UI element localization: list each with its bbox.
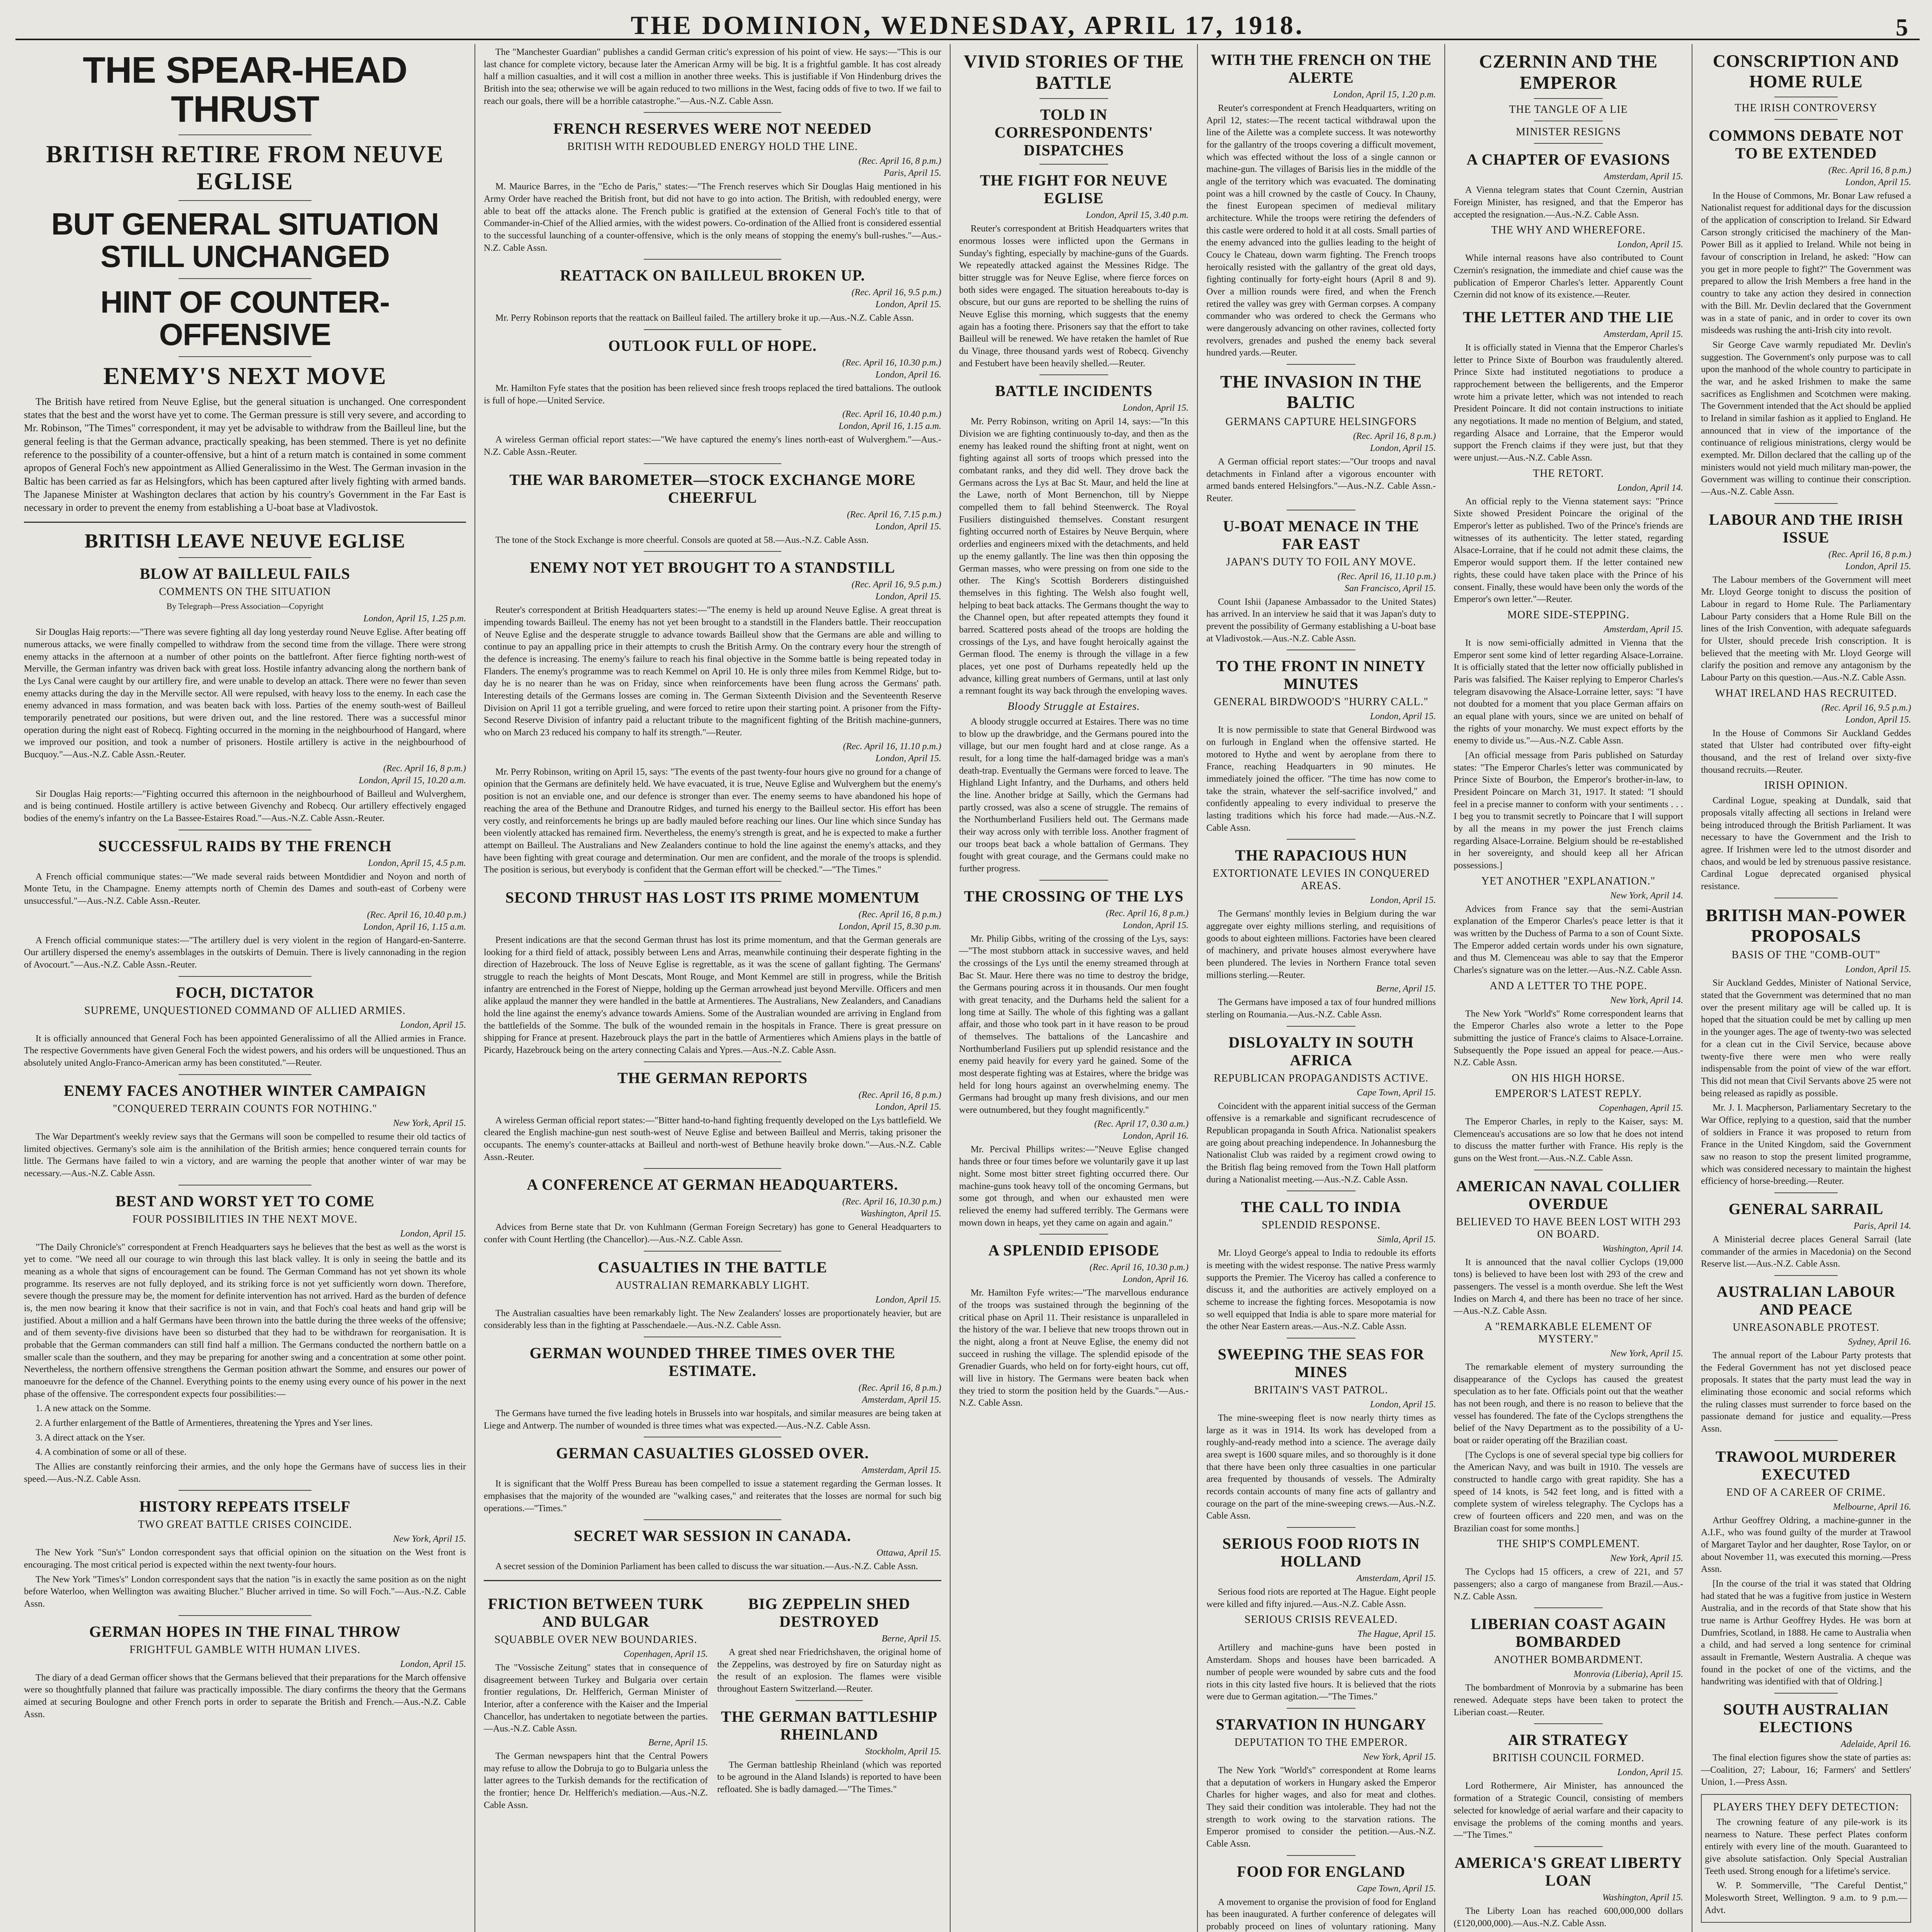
article-text: The German battleship Rheinland (which was reported to be aground in the Aland Islands) is reported to have been refloated. She is badly damaged.—"The Times.": [717, 1760, 941, 1795]
heading-german-hopes: GERMAN HOPES IN THE FINAL THROW: [89, 1622, 401, 1640]
list-item: 4. A combination of some or all of these.: [36, 1447, 187, 1458]
article-text: The "Vossische Zeitung" states that in consequence of disagreement between Turkey and Bulgaria over certain frontier regulations, Dr. Helfferich, German Minister of Interior, after a conference with the Kaiser and the Imperial Chancellor, has undertaken to negotiate between the parties.—Aus.-N.Z. Cable Assn.: [484, 1662, 708, 1734]
heading-liberty-loan: AMERICA'S GREAT LIBERTY LOAN: [1454, 1854, 1682, 1889]
dateline: (Rec. April 16, 8 p.m.): [1828, 549, 1911, 560]
dateline: Paris, April 14.: [1854, 1221, 1911, 1231]
dateline: Washington, April 15.: [860, 1209, 941, 1219]
heading-second-thrust: SECOND THRUST HAS LOST ITS PRIME MOMENTUM: [505, 888, 920, 906]
article-text: The Emperor Charles, in reply to the Kaiser, says: M. Clemenceau's accusations are so low that he does not intend to discuss the matter further with France. His reply is the guns on the West front.—Aus.-N.Z. Cable Assn.: [1454, 1117, 1683, 1164]
article-text: Sir Douglas Haig reports:—"Fighting occurred this afternoon in the neighbourhood of Bailleul and Wulverghem, and is being continued. Hostile artillery is active between Givenchy and Robecq. Our artillery effectively engaged bodies of the enemy's infantry on the La Bassee-Estaires Road."—Aus.-N.Z. Cable Assn.-Reuter.: [24, 789, 466, 824]
dateline: Berne, April 15.: [881, 1633, 941, 1644]
article-text: The mine-sweeping fleet is now nearly thirty times as large as it was in 1914. Its work has developed from a roughly-and-ready method into a science. The average daily area swept is 1600 square miles, and so thoroughly is it done that there have been only three casualties in one particular area frequented by thousands of vessels. The Admiralty records contain accounts of many fine acts of gallantry and courage on the part of the mine-sweeping crews.—Aus.-N.Z. Cable Assn.: [1206, 1413, 1436, 1521]
heading-food-riots: SERIOUS FOOD RIOTS IN HOLLAND: [1222, 1535, 1420, 1570]
dateline: (Rec. April 16, 9.5 p.m.): [851, 287, 941, 298]
dateline: Amsterdam, April 15.: [862, 1395, 941, 1405]
heading-sarrail: GENERAL SARRAIL: [1728, 1200, 1884, 1218]
dateline: London, April 15.: [875, 592, 941, 602]
dateline: Adelaide, April 16.: [1840, 1739, 1911, 1750]
dateline: London, April 15, 8.30 p.m.: [838, 921, 941, 932]
article-text: The annual report of the Labour Party protests that the Federal Government has not yet disclosed peace proposals. It states that the party must lead the way in eliminating those economic and social reforms which the ruling classes must surrender to force based on the passionate demand for justice and equality.—Press Assn.: [1701, 1350, 1911, 1434]
article-text: It is officially announced that General Foch has been appointed Generalissimo of all the Allied armies in France. The respective Governments have given General Foch the widest powers, and his orders will be unquestioned. Thus an absolutely united Anglo-Franco-American army has been constituted."—Reuter.: [24, 1033, 466, 1068]
dateline: London, April 15.: [400, 1659, 466, 1669]
heading-air-strategy: AIR STRATEGY: [1508, 1731, 1629, 1749]
article-text: The diary of a dead German officer shows that the Germans believed that their preparations for the March offensive were so thoughtfully planned that failure was practically impossible. The diary confirms the theory that the Germans aimed at securing Boulogne and other French ports in order to separate the British and French.—Aus.-N.Z. Cable Assn.: [24, 1672, 466, 1719]
dateline: Monrovia (Liberia), April 15.: [1573, 1669, 1683, 1680]
dateline: Copenhagen, April 15.: [623, 1649, 708, 1659]
column-6: [1692, 44, 1920, 1932]
heading-man-power: BRITISH MAN-POWER PROPOSALS: [1706, 905, 1906, 946]
dateline: London, April 15.: [400, 1228, 466, 1239]
headline-general-situation: BUT GENERAL SITUATION STILL UNCHANGED: [51, 207, 439, 274]
article-text: The Germans' monthly levies in Belgium during the war aggregate over eighty millions sterling, and requisitions of goods to about eighteen millions. Factories have been cleared of machinery, and private houses almost everywhere have been plundered. The levies in Northern France total seven millions sterling.—Reuter.: [1206, 909, 1436, 980]
article-text: Reuter's correspondent at British Headquarters states:—"The enemy is held up around Neuve Eglise. A great threat is impending towards Bailleul. The enemy has not yet been brought to a standstill in the Flanders battle. Their reoccupation of Neuve Eglise and the desperate struggle to advance towards Bailleul show that the Germans are able and willing to continue to pay an appalling price in their attempts to crush the British Army. On the contrary every hour the strength of the defence is increasing. The enemy's failure to reach his final objective in the Somme battle is being repeated today in Flanders. The enemy's programme was to reach Kemmel on April 10. He is only three miles from Kemmel Ridge, but to-day he is no nearer than he was on Friday, since when reinforcements have been flung across the Germans' path. Interesting details of the Germans losses are coming in. The German Sixteenth Division and the Seventeenth Reserve Division on April 11 got a terrible grueling, and were forced to retire upon their starting point. A prisoner from the Fifty-Second Reserve Division of infantry paid a reluctant tribute to the magnificent fighting of the British machine-gunners, who on March 23 reduced his company to half its strength."—Reuter.: [484, 605, 941, 738]
article-text: A wireless German official report states:—"We have captured the enemy's lines north-east of Wulverghem."—Aus.-N.Z. Cable Assn.-Reuter.: [484, 435, 941, 457]
dateline: Amsterdam, April 15.: [1356, 1573, 1436, 1584]
dateline: Cape Town, April 15.: [1357, 1087, 1436, 1098]
subheading: TWO GREAT BATTLE CRISES COINCIDE.: [138, 1519, 352, 1531]
dateline: Stockholm, April 15.: [865, 1746, 941, 1757]
article-text: Reuter's correspondent at French Headquarters, writing on April 12, states:—The recent tactical withdrawal upon the line of the Ailette was a complete success. It was noteworthy for the gallantry of the troops covering a difficult movement, which was effected without the loss of a single cannon or machine-gun. The villages of Barisis lies in the middle of the angle of the territory which was evacuated. The dominating point was a hill crowned by the castle of Coucy. In Chauny, the finest European specimen of medieval military architecture. While the troops were retiring the defenders of this castle were ordered to hold it at all costs. Small parties of the enemy advanced into the gullies leading to the height of Coucy le Chateau, down warm fighting. The French troops heroically resisted with the gallantry of the great old days, fighting continually for forty-eight hours (April 8 and 9). Over a million rounds were fired, and when the French retired the valley was grey with German corpses. A company commander who was ordered to check the Germans who were dangerously advancing on other ravines, collected forty revolvers, grenades and pushed the enemy back several hundred yards.—Reuter.: [1206, 103, 1436, 358]
dateline: London, April 15, 3.40 p.m.: [1086, 210, 1189, 221]
heading-secret-session: SECRET WAR SESSION IN CANADA.: [574, 1527, 851, 1545]
dateline: Amsterdam, April 15.: [862, 1465, 941, 1476]
article-text: The New York "Sun's" London correspondent says that official opinion on the situation on the West front is encouraging. The most critical period is expected within the next twenty-four hours.: [24, 1548, 466, 1570]
dateline: Amsterdam, April 15.: [1604, 624, 1683, 634]
article-text: It is now permissible to state that General Birdwood was on furlough in England when the offensive started. He motored to Hythe and went by aeroplane from there to France, reaching Headquarters in 90 minutes. He immediately joined the officer. "The time has now come to take the strain, whatever the self-sacrifice involved," and confidently appealing to every individual to preserve the lasting traditions which his force had made.—Aus.-N.Z. Cable Assn.: [1206, 725, 1436, 833]
byline: By Telegraph—Press Association—Copyright: [166, 601, 324, 611]
heading-conference: A CONFERENCE AT GERMAN HEADQUARTERS.: [527, 1176, 898, 1194]
dateline: Ottawa, April 15.: [876, 1548, 941, 1558]
heading-german-wounded: GERMAN WOUNDED THREE TIMES OVER THE ESTIMATE.: [529, 1344, 896, 1379]
dateline: (Rec. April 16, 8 p.m.): [1828, 165, 1911, 175]
subheading: DEPUTATION TO THE EMPEROR.: [1234, 1736, 1408, 1748]
subheading: AND A LETTER TO THE POPE.: [1490, 980, 1647, 992]
heading-labour-irish: LABOUR AND THE IRISH ISSUE: [1709, 510, 1903, 546]
article-text: [In the course of the trial it was stated that Oldring had stated that he was a fugitive from justice in Western Australia, and in the records of that State show that his true name is Arthur Geoffrey Hydes. He was born at Dumfries, Scotland, in 1888. He came to Australia when a child, and had served a long sentence for criminal assault in Fremantle, Western Australia. A cheque was found in the pocket of one of the victims, and the handwriting was identified with that of Oldring.]: [1701, 1578, 1911, 1687]
article-text: Artillery and machine-guns have been posted in Amsterdam. Shops and houses have been barricaded. A number of people were wounded by sabre cuts and the food riots in this city lasted five hours. It is believed that the riots were due to German agitation.—"The Times.": [1206, 1643, 1436, 1702]
dateline: London, April 16, 1.15 a.m.: [838, 421, 941, 432]
subheading: BASIS OF THE "COMB-OUT": [1731, 949, 1881, 961]
heading-comments: COMMENTS ON THE SITUATION: [159, 586, 331, 598]
heading-u-boat: U-BOAT MENACE IN THE FAR EAST: [1223, 517, 1419, 553]
subheading: END OF A CAREER OF CRIME.: [1726, 1486, 1886, 1498]
article-text: Sir Douglas Haig reports:—"There was severe fighting all day long yesterday round Neuve Eglise. After beating off numerous attacks, we were finally compelled to withdraw from the second time from the village. There were strong enemy attacks in the afternoon at a number of other points on the battlefront. After fierce fighting north-west of Merville, the German infantry was driven back with great loss. Hostile infantry advancing along the northern bank of the Lys Canal were caught by our artillery fire, and were unable to develop an attack. There were no fewer than seven enemy attacks during the day in the Merville sector. All were repulsed, with heavy loss to the enemy. In each case the enemy advanced in mass formation, and was beaten back with loss. Parties of the enemy south-west of Bailleul temporarily penetrated our positions, but were driven out, and the line restored. There was a successful minor operation during the night east of Robecq. Fighting occurred in the morning in the neighbourhood of Hangard, where we improved our position, and took a number of prisoners. Hostile artillery is active in the neighbourhood of Bucquoy."—Aus.-N.Z. Cable Assn.-Reuter.: [24, 627, 466, 760]
article-text: Coincident with the apparent initial success of the German offensive is a remarkable and significant recrudescence of Republican propaganda in South Africa. Nationalist speakers are going about preaching independence. In Johannesburg the Nationalist Club was raided by a regiment crowd owing to the British flag being removed from the Town Hall platform during a Nationalist meeting.—Aus.-N.Z. Cable Assn.: [1206, 1101, 1436, 1185]
dateline: (Rec. April 17, 0.30 a.m.): [1094, 1119, 1189, 1129]
article-text: The final election figures show the state of parties as:—Coalition, 27; Labour, 16; Farmers' and Settlers' Union, 1.—Press Assn.: [1701, 1753, 1911, 1787]
dateline: London, April 16.: [1122, 1131, 1189, 1141]
bottom-two-column: [484, 1588, 941, 1814]
article-text: In the House of Commons Sir Auckland Geddes stated that Ulster had contributed over fifty-eight thousand, and the rest of Ireland over sixty-five thousand recruits.—Reuter.: [1701, 728, 1911, 775]
dateline: London, April 15.: [1370, 443, 1436, 453]
heading-sa-elections: SOUTH AUSTRALIAN ELECTIONS: [1723, 1701, 1889, 1736]
masthead: [15, 12, 1920, 40]
dateline: Copenhagen, April 15.: [1599, 1103, 1683, 1113]
heading-conscription: CONSCRIPTION AND HOME RULE: [1713, 51, 1900, 91]
dateline: New York, April 15.: [1363, 1752, 1436, 1762]
subheading: WHAT IRELAND HAS RECRUITED.: [1715, 687, 1897, 699]
heading-french-reserves: FRENCH RESERVES WERE NOT NEEDED: [553, 120, 872, 138]
article-text: The German newspapers hint that the Central Powers may refuse to allow the Dobruja to go to Bulgaria unless the latter agrees to the Turkish demands for the rectification of the frontier; hence Dr. Helfferich's mediation.—Aus.-N.Z. Cable Assn.: [484, 1751, 708, 1810]
dateline: (Rec. April 16, 9.5 p.m.): [851, 580, 941, 590]
heading-french-raids: SUCCESSFUL RAIDS BY THE FRENCH: [98, 837, 392, 855]
dateline: London, April 15, 4.5 p.m.: [368, 858, 466, 868]
article-text: Sir George Cave warmly repudiated Mr. Devlin's suggestion. The Government's only purpose was to call upon the manhood of the whole country to participate in the war, and he asked Irishmen to make the same sacrifices as Englishmen and Scotchmen were making. The Government intended that the Act should be applied to Ireland in similar fashion as it applied to England. He announced that in view of the importance of the continuance of religious ministrations, clergy would be exempted. Mr. Dillon declared that the calling up of the ministers would not yield much military man-power, the Government was willing to continue their conscription.—Aus.-N.Z. Cable Assn.: [1701, 340, 1911, 497]
zeppelin-article: [717, 1588, 941, 1814]
heading-disloyalty: DISLOYALTY IN SOUTH AFRICA: [1228, 1033, 1414, 1069]
dateline: London, April 16, 1.15 a.m.: [363, 922, 466, 932]
heading-starvation: STARVATION IN HUNGARY: [1216, 1715, 1427, 1733]
headline-enemy-next-move: ENEMY'S NEXT MOVE: [103, 362, 387, 390]
dateline: London, April 15.: [1370, 711, 1436, 722]
heading-foch-dictator: FOCH, DICTATOR: [175, 983, 315, 1001]
heading-crossing-lys: THE CROSSING OF THE LYS: [964, 887, 1184, 905]
dateline: London, April 15.: [1370, 1400, 1436, 1410]
dateline: (Rec. April 16, 10.40 p.m.): [842, 409, 941, 420]
subheading: MINISTER RESIGNS: [1516, 126, 1621, 138]
dateline: (Rec. April 16, 7.15 p.m.): [847, 509, 941, 520]
heading-fight-neuve-eglise: THE FIGHT FOR NEUVE EGLISE: [980, 172, 1168, 207]
dateline: Berne, April 15.: [648, 1738, 708, 1748]
dateline: London, April 16.: [1122, 1274, 1189, 1285]
subheading: Bloody Struggle at Estaires.: [1007, 700, 1140, 713]
article-text: A movement to organise the provision of food for England has been inaugurated. A further conference of delegates will probably proceed on lines of voluntary rationing. Many: [1206, 1897, 1436, 1932]
heading-british-leave: BRITISH LEAVE NEUVE EGLISE: [85, 530, 405, 552]
dateline: (Rec. April 16, 11.10 p.m.): [1337, 571, 1436, 582]
heading-call-india: THE CALL TO INDIA: [1241, 1198, 1401, 1216]
dateline: London, April 15, 1.25 p.m.: [363, 614, 466, 624]
dateline: Washington, April 15.: [1602, 1892, 1683, 1903]
heading-blow-bailleul: BLOW AT BAILLEUL FAILS: [139, 565, 350, 583]
masthead-title: THE DOMINION, WEDNESDAY, APRIL 17, 1918.: [631, 10, 1304, 40]
article-text: A French official communique states:—"The artillery duel is very violent in the region of Hangard-en-Santerre. Our artillery dispersed the enemy's assemblages in the outskirts of Demuin. There is lively cannonading in the region of Avocourt."—Aus.-N.Z. Cable Assn.-Reuter.: [24, 935, 466, 970]
dateline: London, April 15.: [875, 299, 941, 310]
article-text: The Germans have turned the five leading hotels in Brussels into war hospitals, and similar measures are being taken at Liege and Antwerp. The number of wounded is three times what was expected.—Aus.-N.Z. Cable Assn.: [484, 1408, 941, 1431]
article-text: Mr. Perry Robinson reports that the reattack on Bailleul failed. The artillery broke it up.—Aus.-N.Z. Cable Assn.: [495, 313, 914, 323]
dateline: Cape Town, April 15.: [1357, 1883, 1436, 1894]
article-text: The War Department's weekly review says that the Germans will soon be compelled to resume their old tactics of limited objectives. Germany's sole aim is the annihilation of the British armies; hence conquered terrain counts for little. The Germans have failed to win a victory, and are warning the people that another winter of war may be necessary.—Aus.-N.Z. Cable Assn.: [24, 1131, 466, 1179]
article-text: The Germans have imposed a tax of four hundred millions sterling on Roumania.—Aus.-N.Z. Cable Assn.: [1206, 997, 1436, 1020]
subheading: BRITISH WITH REDOUBLED ENERGY HOLD THE LINE.: [567, 141, 858, 153]
article-text: Mr. Lloyd George's appeal to India to redouble its efforts is meeting with the widest response. The native Press warmly supports the Premier. The Viceroy has called a conference to discuss it, and the authorities are actively employed on a scheme to increase the fighting forces. Mesopotamia is now so well equipped that India is able to spare more material for the other Near Eastern areas.—Aus.-N.Z. Cable Assn.: [1206, 1248, 1436, 1332]
article-text: Mr. Hamilton Fyfe states that the position has been relieved since fresh troops replaced the tired battalions. The outlook is full of hope.—United Service.: [484, 383, 941, 406]
subheading: THE WHY AND WHEREFORE.: [1491, 224, 1646, 236]
dateline: London, April 15.: [1845, 177, 1911, 187]
dentist-advertisement: [1701, 1794, 1911, 1923]
heading-history-repeats: HISTORY REPEATS ITSELF: [139, 1498, 351, 1515]
dateline: London, April 15, 10.20 a.m.: [359, 775, 466, 786]
article-text: A great shed near Friedrichshaven, the original home of the Zeppelins, was destroyed by fire on Saturday night as the result of an explosion. The flames were visible throughout Eastern Switzerland.—Reuter.: [717, 1647, 941, 1694]
dateline: Melbourne, April 16.: [1833, 1502, 1911, 1512]
article-text: The tone of the Stock Exchange is more cheerful. Consols are quoted at 58.—Aus.-N.Z. Cable Assn.: [495, 535, 869, 545]
heading-sweeping-seas: SWEEPING THE SEAS FOR MINES: [1218, 1345, 1425, 1381]
article-text: The Australian casualties have been remarkably light. The New Zealanders' losses are proportionately heavier, but are considerably less than in the fighting at Passchendaele.—Aus.-N.Z. Cable Assn.: [484, 1308, 941, 1331]
subheading: EMPEROR'S LATEST REPLY.: [1495, 1088, 1642, 1100]
subheading: JAPAN'S DUTY TO FOIL ANY MOVE.: [1226, 556, 1416, 568]
dateline: (Rec. April 16, 8 p.m.): [383, 763, 466, 774]
dateline: London, April 15.: [1617, 240, 1683, 250]
dateline: London, April 15.: [875, 753, 941, 764]
article-text: Advices from Berne state that Dr. von Kuhlmann (German Foreign Secretary) has gone to General Headquarters to confer with Count Hertling (the Chancellor).—Aus.-N.Z. Cable Assn.: [484, 1222, 941, 1245]
dateline: Washington, April 14.: [1602, 1243, 1683, 1254]
headline-counter-offensive: HINT OF COUNTER-OFFENSIVE: [100, 285, 390, 352]
article-text: Sir Auckland Geddes, Minister of National Service, stated that the Government was determined that no man over the present military age will be called up. It is hoped that the situation could be met by calling up men in the younger ages. The age of twenty-two was selected for a clean cut in the Civil Service, because above twenty-five there were men who were really indispensable from the point of view of the war effort. This did not mean that Civil Servants above 25 were not being released as rapidly as possible.: [1701, 978, 1911, 1099]
dateline: (Rec. April 16, 10.30 p.m.): [842, 358, 941, 368]
list-item: 1. A new attack on the Somme.: [36, 1403, 151, 1414]
heading-naval-collier: AMERICAN NAVAL COLLIER OVERDUE: [1456, 1177, 1681, 1213]
dateline: Amsterdam, April 15.: [1604, 329, 1683, 340]
subheading: BRITISH COUNCIL FORMED.: [1492, 1752, 1645, 1764]
article-text: Mr. Philip Gibbs, writing of the crossing of the Lys, says:—"The most stubborn attack in successive waves, and held the crossings of the Lys until the enemy streamed through at Bac St. Maur. Here there was no time to destroy the bridge, the Germans pouring across it in thousands. Our men fought with great tenacity, and the Durhams held the salient for a long time at Sailly. The whole of this fighting was a gallant affair, and those who took part in it have reason to be proud of themselves. The battalions of the Lancashire and Northumberland Fusiliers put up splendid resistance and the enemy paid heavily for every yard he gained. Some of the most desperate fighting was at Estaires, where the bridge was held for long hours against an overwhelming enemy. The Germans had brought up many fresh divisions, and our men were outnumbered, but they fought magnificently.": [959, 934, 1189, 1116]
dateline: London, April 15.: [400, 1020, 466, 1030]
article-text: The Cyclops had 15 officers, a crew of 221, and 57 passengers; also a cargo of manganese from Brazil.—Aus.-N.Z. Cable Assn.: [1454, 1567, 1683, 1602]
heading-vivid-stories: VIVID STORIES OF THE BATTLE: [964, 51, 1184, 94]
article-text: It is significant that the Wolff Press Bureau has been compelled to issue a statement regarding the German losses. It emphasises that the majority of the wounded are "walking cases," and reiterates that the losses are normal for such big operations.—"Times.": [484, 1479, 941, 1514]
column-1: [15, 44, 475, 1932]
article-text: M. Maurice Barres, in the "Echo de Paris," states:—"The French reserves which Sir Douglas Haig mentioned in his Army Order have reached the British front, but did not have to go into action. The British, with redoubled energy, were able to beat off the attacks alone. The French public is gratified at the extension of General Foch's title to that of Commander-in-Chief of the Allied armies, with the widest powers. Co-ordination of the Allied front is considered essential to the successful launching of a counter-offensive, which is the only means of stopping the enemy's bull-rushes."—Aus.-N.Z. Cable Assn.: [484, 182, 941, 253]
heading-battle-incidents: BATTLE INCIDENTS: [995, 382, 1153, 400]
article-text: A French official communique states:—"We made several raids between Montdidier and Noyon and north of Monte Tetu, in the Champagne. Enemy attempts north of Chemin des Dames and south-east of Corbeny were unsuccessful."—Aus.-N.Z. Cable Assn.-Reuter.: [24, 871, 466, 906]
article-text: A wireless German official report states:—"Bitter hand-to-hand fighting frequently developed on the Lys battlefield. We cleared the English machine-gun nest south-west of Neuve Eglise and between Bailleul and Merris, taking prisoner the occupants. The enemy's counter-attacks at Bailleul and north-west of Bethune heavily broke down."—Aus.-N.Z. Cable Assn.-Reuter.: [484, 1115, 941, 1162]
dateline: New York, April 15.: [393, 1534, 466, 1544]
heading-czernin: CZERNIN AND THE EMPEROR: [1479, 51, 1658, 94]
dateline: London, April 15.: [1122, 403, 1189, 413]
heading-zeppelin: BIG ZEPPELIN SHED DESTROYED: [748, 1595, 910, 1630]
dateline: Amsterdam, April 15.: [1604, 172, 1683, 182]
lead-paragraph: The British have retired from Neuve Eglise, but the general situation is unchanged. One correspondent states that the best and the worst have yet to come. The German pressure is still very severe, and according to Mr. Robinson, "The Times" correspondent, it may yet be advisable to withdraw from the Bailleul line, but the general feeling is that the German advance, practically speaking, has been stemmed. There is yet no definite reference to the possibility of a counter-offensive, but a hint of a return match is contained in some comment apropos of General Foch's new appointment as Allied Generalissimo in the West. The German invasion in the Baltic has been carried as far as Helsingfors, which has been captured after lively fighting with armed bands. The Japanese Minister at Washington declares that action by his country's Government in the Far East is necessary in order to prevent the enemy from establishing a U-boat base at Vladivostok.: [24, 396, 466, 514]
heading-with-french: WITH THE FRENCH ON THE ALERTE: [1211, 51, 1432, 86]
heading-baltic: THE INVASION IN THE BALTIC: [1220, 372, 1422, 412]
article-text: It is announced that the naval collier Cyclops (19,000 tons) is believed to have been lost with 293 of the crew and passengers. The vessel is a month overdue. She left the West Indies on March 4, and there has been no trace of her since.—Aus.-N.Z. Cable Assn.: [1454, 1257, 1683, 1316]
dateline: New York, April 15.: [1610, 1349, 1683, 1359]
article-text: Count Ishii (Japanese Ambassador to the United States) has arrived. In an interview he said that it was Japan's duty to prevent the possibility of Germany establishing a U-boat base at Vladivostok.—Aus.-N.Z. Cable Assn.: [1206, 597, 1436, 644]
heading-ninety-minutes: TO THE FRONT IN NINETY MINUTES: [1216, 657, 1426, 693]
possibilities-list: [24, 1403, 466, 1459]
article-text: Mr. Percival Phillips writes:—"Neuve Eglise changed hands three or four times before we voluntarily gave it up last night. Some most bitter street fighting occurred there. Our machine-guns took heavy toll of the oncoming Germans, but some got through, and when our exhausted men were relieved the enemy had suffered terribly. The Germans were mown down in heaps, yet they came on again and again.": [959, 1144, 1189, 1228]
subheading: REPUBLICAN PROPAGANDISTS ACTIVE.: [1213, 1072, 1429, 1084]
dateline: (Rec. April 16, 8 p.m.): [1353, 431, 1436, 441]
heading-trawool: TRAWOOL MURDERER EXECUTED: [1715, 1447, 1897, 1483]
heading-told: TOLD IN CORRESPONDENTS' DISPATCHES: [994, 106, 1153, 159]
article-text: The New York "Times's" London correspondent says that the nation "is in exactly the same position as on the night before Waterloo, when Wellington was awaiting Blucher." Blucher arrived in time. So will Foch."—Aus.-N.Z. Cable Assn.: [24, 1574, 466, 1609]
dateline: London, April 14.: [1617, 483, 1683, 493]
article-text: The "Manchester Guardian" publishes a candid German critic's expression of his point of view. He says:—"This is our last chance for complete victory, because later the American Army will be big. It is a frightful gamble. It has cost already half a million casualties, and it will cost a million in another three weeks. This is justifiable if Von Hindenburg drives the British into the sea; otherwise we will be again reduced to two millions in the West, facing odds of five to two. If we fail to reach our goals, there will be a horrible catastrophe."—Aus.-N.Z. Cable Assn.: [484, 47, 941, 106]
article-text: Mr. Perry Robinson, writing on April 15, says: "The events of the past twenty-four hours give no ground for a change of opinion that the Germans are definitely held. We have evacuated, it is true, Neuve Eglise and Wulverghem but the enemy's position is not an enviable one, and our defence is stronger than ever. The enemy seems to have abandoned his hope of reaching the area of the Bethune and Dranoutre Ridges, and turned his energy to the Bailleul sector. His effort has been very costly, and reinforcements he brings up are badly mauled before reaching our lines. Our line which since Sunday has been violently attacked has remained firm. Nevertheless, the enemy's strength is great, and he is expected to make a further attempt on Bailleul. The Australians and New Zealanders continue to hold the line against the enemy's attacks, and they have been fighting with great courage and determination. Our men are confident, and the morale of the troops is splendid. The position is serious, but everybody is confident that the German effort will be checked."—"The Times.": [484, 767, 941, 875]
dateline: Berne, April 15.: [1376, 984, 1436, 994]
heading-commons-debate: COMMONS DEBATE NOT TO BE EXTENDED: [1709, 126, 1903, 162]
heading-war-barometer: THE WAR BAROMETER—STOCK EXCHANGE MORE CHEERFUL: [509, 471, 916, 506]
article-text: A bloody struggle occurred at Estaires. There was no time to blow up the drawbridge, and the Germans poured into the village, but our men fought hard and at close range. As a result, for a long time the half-damaged bridge was a man's death-trap. Eventually the Germans were forced to leave. The Highland Light Infantry, and the Durhams, and others held the line. Another bridge at Sailly, which the Germans had partly crossed, was also a scene of struggle. The remains of the Northumberland Fusiliers held out. The Germans made their way across only with terrible loss. Another fragment of our troops beat back a whole battalion of Germans. They fought with great courage, and the Germans could make no further progress.: [959, 716, 1189, 874]
article-text: A secret session of the Dominion Parliament has been called to discuss the war situation.—Aus.-N.Z. Cable Assn.: [495, 1561, 918, 1572]
friction-article: [484, 1588, 708, 1814]
article-text: "The Daily Chronicle's" correspondent at French Headquarters says he believes that the best as well as the worst is yet to come. "We need all our courage to win through this last black valley. It is only in seeing the battle and its meaning as a whole that signs of encouragement can be found. The German Command has not yet shown its whole programme. Its reserves are not fully deployed, and its striking force is not yet sufficiently worn down. Therefore, severe though the pressure may be, the moment for definite intervention has not arrived. Hard as the burden of defence is, the men now bearing it know that their sacrifice is not in vain, and that Foch's coal heats and hand grip will be justified. About a million and a half Germans have been thrown into the battle during the three weeks of the offensive; and of them seventy-five divisions have been so disturbed that they had to be withdrawn for reorganisation. It is probable that the German commanders can still find half a million. The Germans conducted the northern battle on a smaller scale than the southern, and they may be preparing for another swing and a concentration at some other point. Nevertheless, the northern offensive strengthens the German position athwart the Somme, and ensures our power of manoeuvre for the defence of the Channel. Everything points to the enemy using every ounce of his power in the next phase of the offensive. The correspondent expects four possibilities:—: [24, 1242, 466, 1399]
subheading: FRIGHTFUL GAMBLE WITH HUMAN LIVES.: [129, 1643, 361, 1656]
column-3: [951, 44, 1198, 1932]
dateline: (Rec. April 16, 8 p.m.): [858, 909, 941, 920]
heading-liberian-coast: LIBERIAN COAST AGAIN BOMBARDED: [1470, 1615, 1667, 1651]
heading-best-and-worst: BEST AND WORST YET TO COME: [115, 1192, 375, 1210]
subheading: YET ANOTHER "EXPLANATION.": [1481, 875, 1656, 887]
article-text: The New York "World's" correspondent at Rome learns that a deputation of workers in Hungary asked the Emperor Charles for higher wages, and also for meat and clothes. They said their condition was intolerable. They had not the strength to work owing to the starvation rations. The Emperor promised to consider the petition.—Aus.-N.Z. Cable Assn.: [1206, 1765, 1436, 1849]
subheading: "CONQUERED TERRAIN COUNTS FOR NOTHING.": [112, 1102, 378, 1115]
dateline: London, April 15.: [1845, 561, 1911, 571]
dateline: The Hague, April 15.: [1357, 1629, 1436, 1639]
article-text: The New York "World's" Rome correspondent learns that the Emperor Charles also wrote a letter to the Pope submitting the justice of France's claims to Alsace-Lorraine. Subsequently the Pope issued an appeal for peace.—Aus.-N.Z. Cable Assn.: [1454, 1009, 1683, 1068]
page-number: 5: [1896, 14, 1908, 41]
heading-winter-campaign: ENEMY FACES ANOTHER WINTER CAMPAIGN: [63, 1082, 427, 1099]
heading-friction: FRICTION BETWEEN TURK AND BULGAR: [488, 1595, 704, 1630]
dateline: London, April 15.: [1845, 714, 1911, 725]
column-5: [1445, 44, 1692, 1932]
article-text: [The Cyclops is one of several special type big colliers for the American Navy, and was built in 1910. The vessels are constructed to handle cargo with great rapidity. She has a speed of 14 knots, is 542 feet long, and is fitted with a complete system of wireless telegraphy. The Cyclops has a crew of fourteen officers and 220 men, and was on the Brazilian coast for some months.]: [1454, 1450, 1683, 1534]
dateline: London, April 15.: [1845, 964, 1911, 975]
article-text: Advices from France say that the semi-Austrian explanation of the Emperor Charles's peace letter is that it was written by the Duchess of Parma to a son of Count Sixte. The Emperor added certain words under his own signature, and thus M. Clemenceau was able to say that the Emperor Charles's signature was on the letter.—Aus.-N.Z. Cable Assn.: [1454, 904, 1683, 975]
article-text: A German official report states:—"Our troops and naval detachments in Finland after a vigorous encounter with armed bands entered Helsingfors."—Aus.-N.Z. Cable Assn.-Reuter.: [1206, 456, 1436, 503]
article-text: A Vienna telegram states that Count Czernin, Austrian Foreign Minister, has resigned, and that the Emperor has accepted the resignation.—Aus.-N.Z. Cable Assn.: [1454, 185, 1683, 220]
heading-letter-lie: THE LETTER AND THE LIE: [1463, 308, 1674, 326]
heading-food-england: FOOD FOR ENGLAND: [1237, 1862, 1405, 1880]
article-text: The remarkable element of mystery surrounding the disappearance of the Cyclops has caused the greatest speculation as to her fate. Officials point out that the weather has not been rough, and there is no reason to believe that the vessel has foundered. The fate of the Cyclops strengthens the belief of the Navy Department as to the possibility of a U-boat or raider operating off the Brazilian coast.: [1454, 1362, 1683, 1446]
dateline: New York, April 14.: [1610, 890, 1683, 901]
dateline: (Rec. April 16, 9.5 p.m.): [1821, 702, 1911, 713]
article-text: Lord Rothermere, Air Minister, has announced the formation of a Strategic Council, consisting of members selected for knowledge of aerial warfare and their capacity to envisage the problems of the coming months and years.—"The Times.": [1454, 1781, 1683, 1840]
subheading: SPLENDID RESPONSE.: [1262, 1219, 1381, 1231]
dateline: New York, April 15.: [393, 1118, 466, 1128]
article-text: While internal reasons have also contributed to Count Czernin's resignation, the immediate and chief cause was the publication of Emperor Charles's letter. Apparently Count Czernin did not know of its existence.—Reuter.: [1454, 253, 1683, 300]
subheading: UNREASONABLE PROTEST.: [1733, 1321, 1879, 1333]
subheading: AUSTRALIAN REMARKABLY LIGHT.: [616, 1279, 810, 1291]
article-text: The bombardment of Monrovia by a submarine has been renewed. Adequate steps have been taken to protect the Liberian coast.—Reuter.: [1454, 1683, 1683, 1718]
subheading: FOUR POSSIBILITIES IN THE NEXT MOVE.: [132, 1213, 358, 1225]
article-text: Mr. J. I. Macpherson, Parliamentary Secretary to the War Office, replying to a question, said that the number of soldiers in France it was proposed to return from France in the United Kingdom, said the Government saw no reason to stop the present limited programme, which was considered necessary to maintain the highest efficiency of horse-breeding.—Reuter.: [1701, 1103, 1911, 1187]
dateline: (Rec. April 16, 10.40 p.m.): [367, 910, 466, 920]
dateline: (Rec. April 16, 11.10 p.m.): [843, 741, 941, 752]
heading-outlook: OUTLOOK FULL OF HOPE.: [608, 337, 817, 355]
article-text: The Liberty Loan has reached 600,000,000 dollars (£120,000,000).—Aus.-N.Z. Cable Assn.: [1454, 1906, 1683, 1929]
dateline: Simla, April 15.: [1377, 1235, 1436, 1245]
heading-casualties: CASUALTIES IN THE BATTLE: [598, 1258, 827, 1276]
dateline: (Rec. April 16, 8 p.m.): [858, 1090, 941, 1100]
subheading: SUPREME, UNQUESTIONED COMMAND OF ALLIED ARMIES.: [84, 1004, 406, 1017]
article-text: A Ministerial decree places General Sarrail (late commander of the armies in Macedonia) on the Second Reserve list.—Aus.-N.Z. Cable Assn.: [1701, 1234, 1911, 1269]
heading-reattack-bailleul: REATTACK ON BAILLEUL BROKEN UP.: [560, 267, 865, 284]
article-text: An official reply to the Vienna statement says: "Prince Sixte showed President Poincare the original of the Emperor's letter as published. Two of the Prince's friends are witnesses of its authenticity. The letter stated, regarding Alsace-Lorraine, that if he could not admit these claims, the Emperor would support them. If the letter contained new rights, these could have taken place with the Prince of his consent. Finally, these would have been only the words of the Emperor's own letter."—Reuter.: [1454, 496, 1683, 605]
dateline: London, April 15.: [875, 1294, 941, 1305]
article-text: Reuter's correspondent at British Headquarters writes that enormous losses were inflicted upon the Germans in Sunday's fighting, especially by machine-guns of the Guards. We repeatedly attacked against the Messines Ridge. The bitter struggle was for Neuve Eglise, where fierce forces on both sides were engaged. The situation hereabouts to-day is obscure, but our guns are reported to be shelling the ruins of Neuve Eglise this morning, which suggests that the enemy again has a footing there. Prisoners say that the effort to take Bailleul will be renewed. We have retaken the hamlet of Rue du Vinage, three thousand yards west of Robecq. Givenchy and Festubert have been heavily shelled.—Reuter.: [959, 224, 1189, 369]
subheading: GENERAL BIRDWOOD'S "HURRY CALL.": [1214, 696, 1429, 708]
dateline: London, April 15, 1.20 p.m.: [1333, 90, 1436, 100]
heading-german-reports: THE GERMAN REPORTS: [617, 1069, 808, 1087]
subheading: A "REMARKABLE ELEMENT OF MYSTERY.": [1485, 1321, 1652, 1345]
heading-not-standstill: ENEMY NOT YET BROUGHT TO A STANDSTILL: [530, 559, 895, 577]
subheading: SERIOUS CRISIS REVEALED.: [1244, 1614, 1398, 1626]
ad-text: The crowning feature of any pile-work is its nearness to Nature. These perfect Plates conform entirely with every line of the mouth. Guaranteed to give absolute satisfaction. Only Special Australian Teeth used. Strong enough for a lifetime's service.: [1705, 1817, 1907, 1876]
dateline: (Rec. April 16, 10.30 p.m.): [1089, 1262, 1189, 1273]
ad-heading: PLAYERS THEY DEFY DETECTION:: [1713, 1801, 1899, 1813]
subheading: THE TANGLE OF A LIE: [1509, 104, 1628, 116]
article-text: The Labour members of the Government will meet Mr. Lloyd George tonight to discuss the position of Labour in regard to Home Rule. The Parliamentary Labour Party considers that a Home Rule Bill on the lines of the Irish Convention, with adequate safeguards for Ulster, should precede Irish conscription. It is believed that the meeting with Mr. Lloyd George will clarify the position and remove any antagonism by the Labour Party on this question.—Aus.-N.Z. Cable Assn.: [1701, 575, 1911, 683]
dateline: New York, April 15.: [1610, 1553, 1683, 1564]
subheading: ON HIS HIGH HORSE.: [1512, 1072, 1625, 1084]
article-text: It is officially stated in Vienna that the Emperor Charles's letter to Prince Sixte of Bourbon was fraudulently altered. Prince Sixte had instituted negotiations to produce a rapprochement between the belligerents, and the Emperor wrote him a private letter, which was not intended to reach President Poincare. It did not contain instructions to initiate any negotiations. It made no mention of Belgium, and stated, regarding Alsace and Lorraine, that the Emperor would support the French claims if they were just, but that they were unjust.—Aus.-N.Z. Cable Assn.: [1454, 343, 1683, 463]
subheading: THE SHIP'S COMPLEMENT.: [1497, 1538, 1640, 1550]
subheading: THE RETORT.: [1532, 467, 1604, 480]
heading-rapacious-hun: THE RAPACIOUS HUN: [1235, 847, 1407, 864]
dateline: London, April 15.: [1370, 895, 1436, 906]
heading-rheinland: THE GERMAN BATTLESHIP RHEINLAND: [721, 1708, 938, 1743]
list-item: 2. A further enlargement of the Battle of Armentieres, threatening the Ypres and Yser lines.: [36, 1418, 372, 1428]
article-text: Cardinal Logue, speaking at Dundalk, said that proposals vitally affecting all sections in Ireland were being introduced through the British Parliament. It was necessary to have the Government and the Irish to agree. If Irishmen were led to the utmost disorder and chaos, and would be led by strenuous passive resistance. Cardinal Logue deprecated organised physical resistance.: [1701, 796, 1911, 892]
subheading: MORE SIDE-STEPPING.: [1507, 609, 1630, 621]
heading-australian-labour: AUSTRALIAN LABOUR AND PEACE: [1716, 1282, 1896, 1318]
article-text: Serious food riots are reported at The Hague. Eight people were killed and fifty injured.—Aus.-N.Z. Cable Assn.: [1206, 1587, 1436, 1609]
dateline: (Rec. April 16, 8 p.m.): [858, 156, 941, 167]
subheading: THE IRISH CONTROVERSY: [1735, 102, 1878, 114]
subheading: GERMANS CAPTURE HELSINGFORS: [1225, 415, 1417, 428]
column-2: [475, 44, 951, 1932]
heading-splendid-episode: A SPLENDID EPISODE: [988, 1242, 1160, 1259]
dateline: Paris, April 15.: [884, 168, 941, 179]
heading-evasions: A CHAPTER OF EVASIONS: [1466, 151, 1670, 168]
dateline: (Rec. April 16, 8 p.m.): [858, 1383, 941, 1393]
list-item: 3. A direct attack on the Yser.: [36, 1432, 145, 1443]
headline-british-retire: BRITISH RETIRE FROM NEUVE EGLISE: [46, 140, 444, 195]
article-text: Mr. Perry Robinson, writing on April 14, says:—"In this Division we are fighting continuously to-day, and then as the enemy has leaked round the shifting front at night, went on fighting against all sorts of troops which pressed into the combatant ranks, and they did well. They drove back the Germans across the Lys at Bac St. Maur, and held the line at the Lawe, north of Mont Bernenchon, till by Nieppe compelled them to fall behind Steenwerck. The Royal Fusiliers distinguished themselves. Constant resurgent fighting occurred north of Estaires by Neuve Berquin, where orderlies and engineers mixed with the detachments, and held up the enemy gallantly. The line was then thin opposing the German masses, who were pressing on from one side to the other. The King's Scottish Borderers distinguished themselves in this fighting. The Welsh also fought well, helping to beat back attacks. The Germans thought the way to the Channel open, but after repeated attempts they found it barred. Scattered posts ahead of the troops are holding the crossings of the Lys, and have fought heroically against the German flood. The enemy is through the village in a few places, yet one post of Durhams repeatedly held up the advance, killing great numbers of Germans, until at last only a remnant fought its way back through the enveloping waves.: [959, 417, 1189, 696]
article-text: Arthur Geoffrey Oldring, a machine-gunner in the A.I.F., who was found guilty of the murder at Trawool of Margaret Taylor and her daughter, Rose Taylor, on or about November 11, was executed this morning.—Press Assn.: [1701, 1515, 1911, 1575]
dateline: New York, April 14.: [1610, 995, 1683, 1005]
article-text: [An official message from Paris published on Saturday states: "The Emperor Charles's letter was communicated by Prince Sixte of Bourbon, the Emperor's brother-in-law, to President Poincare on March 31, 1917. It stated: "I should feel in a precise manner to conform with your sentiments . . . I beg you to transmit secretly to Poincare that I will support by all the means in my power the just French claims regarding Alsace-Lorraine. Belgium should be re-established in her sovereignty, and should keep all her African possessions.]: [1454, 750, 1683, 871]
dateline: London, April 16.: [875, 370, 941, 380]
ad-text: W. P. Sommerville, "The Careful Dentist," Molesworth Street, Wellington. 9 a.m. to 9 p.m.—Advt.: [1705, 1881, 1907, 1915]
subheading: ANOTHER BOMBARDMENT.: [1493, 1654, 1643, 1666]
dateline: San Francisco, April 15.: [1344, 583, 1436, 594]
article-text: The Allies are constantly reinforcing their armies, and the only hope the Germans have of success lies in their speed.—Aus.-N.Z. Cable Assn.: [24, 1461, 466, 1484]
subheading: EXTORTIONATE LEVIES IN CONQUERED AREAS.: [1213, 867, 1430, 892]
dateline: (Rec. April 16, 10.30 p.m.): [842, 1197, 941, 1207]
article-text: Present indications are that the second German thrust has lost its prime momentum, and that the German generals are looking for a third field of attack, possibly between Lens and Arras, meanwhile continuing their desperate fighting in the direction of Hazebrouck. The loss of Neuve Eglise is regrettable, as it was the scene of gallant fighting. The Germans' struggle to reach the heights of Mont Descats, Mont Rouge, and Mont Kemmel are still in progress, while the British infantry are entrenched in the Forest of Nieppe, holding up the German arrowhead just beyond Merville. Officers and men alike applaud the manner they were handled in the battle at Armentieres. The Australians, New Zealanders, and Canadians hold the line against the enemy's advance towards Amiens. Some of the Australian wounded are arriving in England from the battlefields of the Somme. The bulk of the wounded remain in the hospitals in France. There is great pressure on shipping for France at present. Hazebrouck plays the part in the battle of Armentieres which Amiens plays in the battle of Picardy, Hazebrouck being on the artery connecting Calais and Ypres.—Aus.-N.Z. Cable Assn.: [484, 935, 941, 1055]
dateline: Sydney, April 16.: [1848, 1337, 1911, 1347]
dateline: London, April 15.: [1122, 920, 1189, 930]
dateline: London, April 15.: [875, 521, 941, 532]
headline-spear-head: THE SPEAR-HEAD THRUST: [83, 49, 407, 130]
subheading: BELIEVED TO HAVE BEEN LOST WITH 293 ON BOARD.: [1456, 1216, 1681, 1240]
subheading: SQUABBLE OVER NEW BOUNDARIES.: [494, 1633, 697, 1646]
article-text: It is now semi-officially admitted in Vienna that the Emperor sent some kind of letter regarding Alsace-Lorraine. It is officially stated that the letter now officially published in Paris was falsified. The Kaiser replying to Emperor Charles's telegram disavowing the Alsace-Lorraine letter, says: "I have not doubted for a moment that you place German affairs on an equal plane with yours, since we are united on behalf of the rights of your monarchy. We must expect efforts by the enemy to divide us."—Aus.-N.Z. Cable Assn.: [1454, 638, 1683, 746]
column-4: [1198, 44, 1445, 1932]
subheading: BRITAIN'S VAST PATROL.: [1254, 1384, 1388, 1396]
dateline: London, April 15.: [1617, 1767, 1683, 1778]
dateline: (Rec. April 16, 8 p.m.): [1105, 908, 1189, 918]
article-text: Mr. Hamilton Fyfe writes:—"The marvellous endurance of the troops was sustained through the beginning of the critical phase on April 11. Their resistance is unparalleled in the history of the war. I believe that new troops thrown out in the night, along a front at Neuve Eglise, the enemy did not succeed in rushing the village. The splendid episode of the Grenadier Guards, who held on for forty-eight hours, cut off, will live in history. The Germans were beaten back when they tried to storm the position held by the Guards."—Aus.-N.Z. Cable Assn.: [959, 1288, 1189, 1408]
article-text: In the House of Commons, Mr. Bonar Law refused a Nationalist request for additional days for the discussion of the application of conscription to Ireland. Sir Edward Carson strongly criticised the machinery of the Man-Power Bill as it applied to Ireland. While not being in favour of conscription in Ireland, he asked: "How can you get in more people to fight?" The Government was prepared to allow the Irish Members a free hand in the country to take any action they desired in connection with the Bill. Mr. Devlin declared that the Government was in a state of panic, and in order to cover its own misdeeds was rushing the anti-Irish city into revolt.: [1701, 190, 1911, 336]
dateline: London, April 15.: [875, 1102, 941, 1112]
heading-casualties-glossed: GERMAN CASUALTIES GLOSSED OVER.: [556, 1444, 869, 1462]
subheading: IRISH OPINION.: [1764, 779, 1848, 792]
